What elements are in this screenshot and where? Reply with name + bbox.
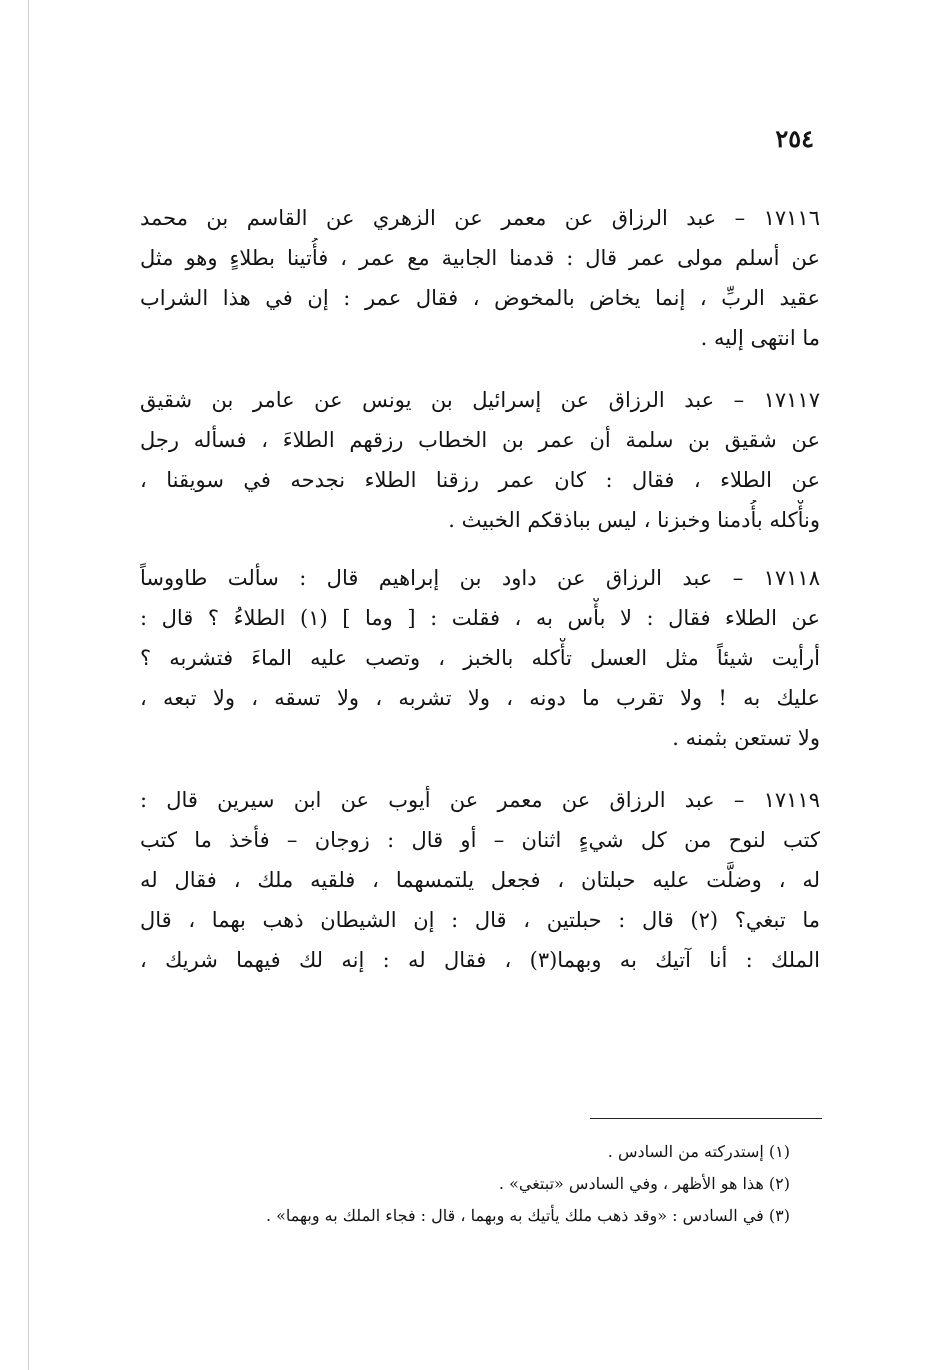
text-line: ولا تستعن بثمنه .: [672, 726, 820, 750]
text-line: ١٧١١٨ – عبد الرزاق عن داود بن إبراهيم قال : سألت طاووساً: [140, 566, 820, 590]
page-number: ٢٥٤: [775, 124, 814, 153]
hadith-entry-17117: [140, 380, 820, 540]
hadith-entry-17118: [140, 558, 820, 758]
text-line: ١٧١١٦ – عبد الرزاق عن معمر عن الزهري عن القاسم بن محمد: [140, 206, 820, 230]
hadith-entry-17119: [140, 780, 820, 980]
text-line: له ، وضلَّت عليه حبلتان ، فجعل يلتمسهما ، فلقيه ملك ، فقال له: [140, 868, 820, 892]
text-line: ١٧١١٧ – عبد الرزاق عن إسرائيل بن يونس عن عامر بن شقيق: [140, 388, 820, 412]
footnote-3: (٣) في السادس : «وقد ذهب ملك يأتيك به وبهما ، قال : فجاء الملك به وبهما» .: [265, 1206, 790, 1225]
text-line: عقيد الربِّ ، إنما يخاض بالمخوض ، فقال عمر : إن في هذا الشراب: [140, 286, 820, 310]
footnote-separator: [590, 1118, 822, 1119]
text-line: الملك : أنا آتيك به وبهما(٣) ، فقال له : إنه لك فيهما شريك ،: [140, 948, 820, 972]
main-text: [140, 198, 820, 1002]
text-line: عن شقيق بن سلمة أن عمر بن الخطاب رزقهم الطلاءَ ، فسأله رجل: [140, 428, 820, 452]
footnote-2: (٢) هذا هو الأظهر ، وفي السادس «تبتغي» .: [498, 1174, 790, 1193]
text-line: عليك به ! ولا تقرب ما دونه ، ولا تشربه ، ولا تسقه ، ولا تبعه ،: [140, 686, 820, 710]
text-line: أرأيت شيئاً مثل العسل تأْكله بالخبز ، وتصب عليه الماءَ فتشربه ؟: [140, 646, 820, 670]
hadith-entry-17116: [140, 198, 820, 358]
scan-margin-line: [28, 0, 29, 1370]
text-line: عن الطلاء ، فقال : كان عمر رزقنا الطلاء نجدحه في سويقنا ،: [140, 468, 820, 492]
text-line: ما انتهى إليه .: [700, 326, 820, 350]
text-line: ونأْكله بأُدمنا وخبزنا ، ليس بباذقكم الخبيث .: [448, 508, 820, 532]
text-line: عن الطلاء فقال : لا بأْس به ، فقلت : [ وما ] (١) الطلاءُ ؟ قال :: [140, 606, 820, 630]
text-line: ما تبغي؟ (٢) قال : حبلتين ، قال : إن الشيطان ذهب بهما ، قال: [140, 908, 820, 932]
footnotes: [150, 1136, 790, 1232]
text-line: كتب لنوح من كل شيءٍ اثنان – أو قال : زوجان – فأخذ ما كتب: [140, 828, 820, 852]
text-line: عن أسلم مولى عمر قال : قدمنا الجابية مع عمر ، فأُتينا بطلاءٍ وهو مثل: [140, 246, 820, 270]
text-line: ١٧١١٩ – عبد الرزاق عن معمر عن أيوب عن ابن سيرين قال :: [140, 788, 820, 812]
footnote-1: (١) إستدركته من السادس .: [607, 1142, 790, 1161]
